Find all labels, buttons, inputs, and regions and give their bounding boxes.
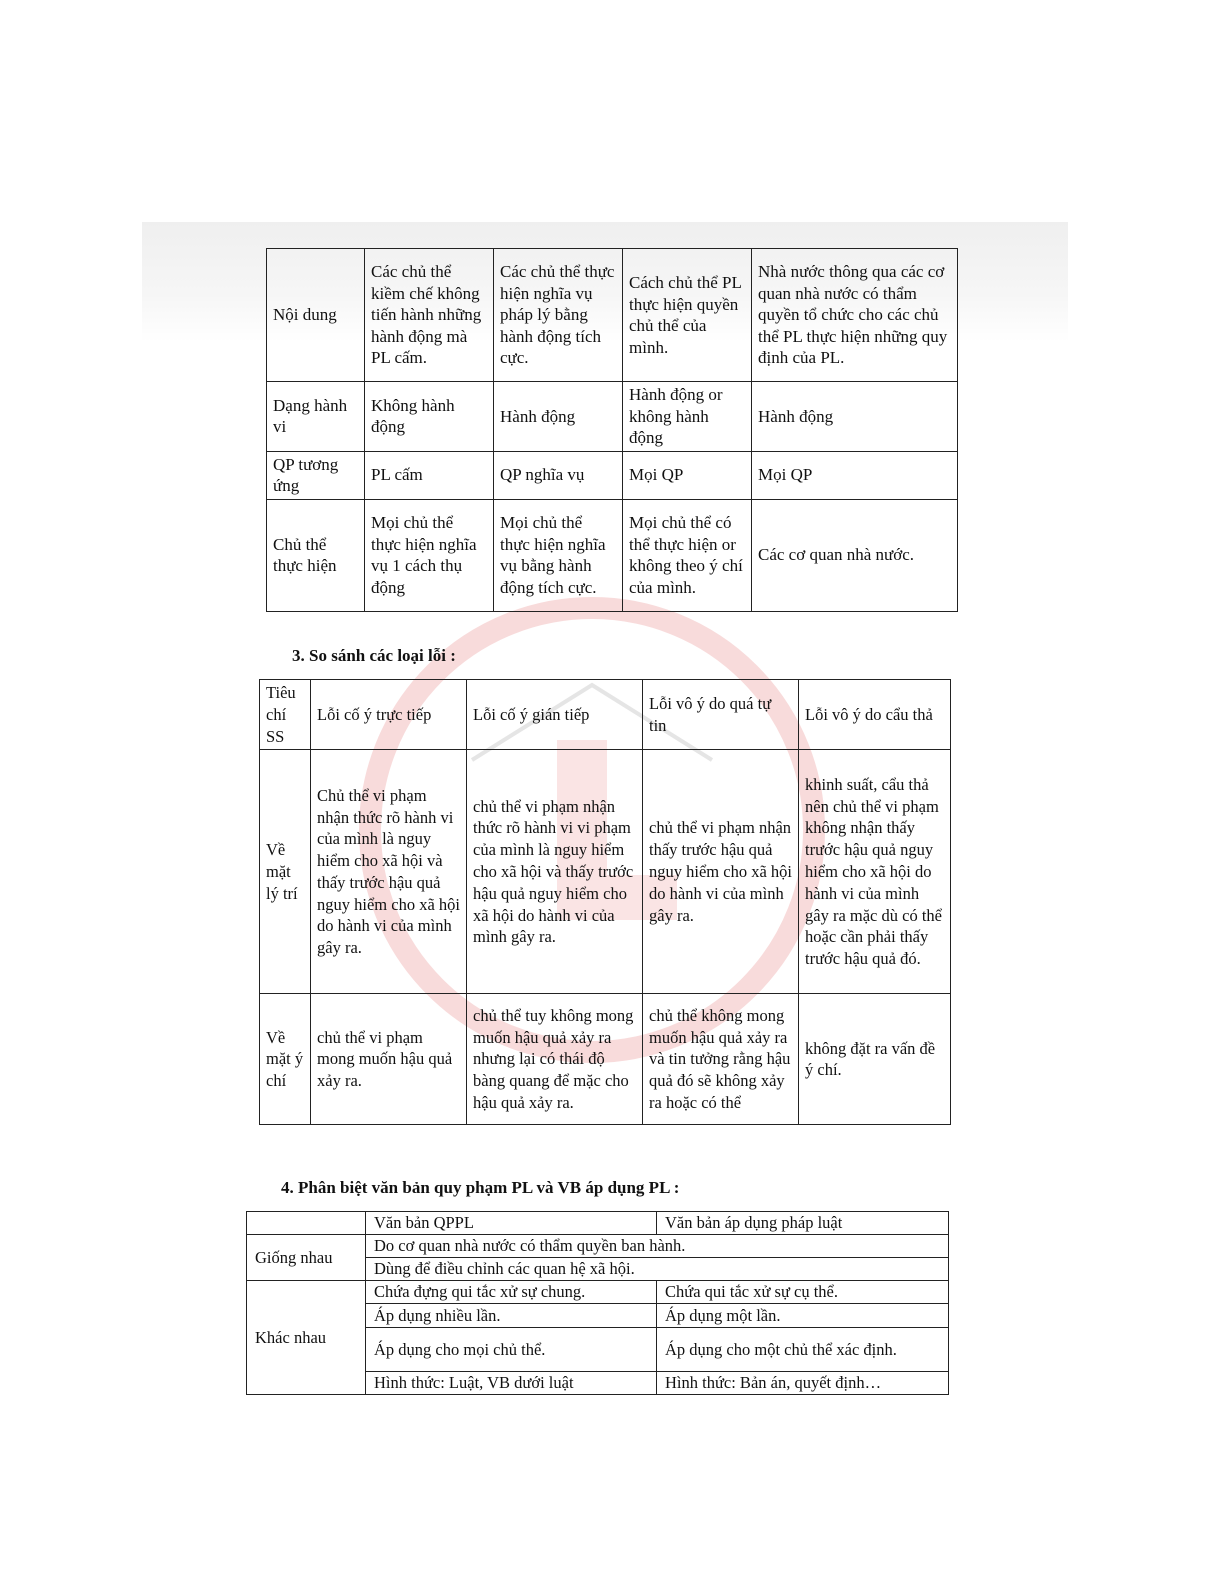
table-cell: Chứa đựng qui tắc xử sự chung. xyxy=(366,1281,657,1304)
table-header-row xyxy=(260,680,951,750)
table-row xyxy=(260,994,951,1125)
table-cell: chủ thể vi phạm mong muốn hậu quả xảy ra. xyxy=(311,994,467,1125)
table-cell: Áp dụng nhiều lần. xyxy=(366,1304,657,1328)
document-distinction-table xyxy=(246,1211,949,1395)
table-row xyxy=(267,451,958,499)
row-label: QP tương ứng xyxy=(267,451,365,499)
row-label: Khác nhau xyxy=(247,1281,366,1395)
table-row xyxy=(267,499,958,611)
table-row xyxy=(260,750,951,994)
section-heading-document-distinction: 4. Phân biệt văn bản quy phạm PL và VB áp dụng PL : xyxy=(281,1178,680,1197)
row-label: Nội dung xyxy=(267,249,365,382)
table-cell: Dùng để điều chỉnh các quan hệ xã hội. xyxy=(366,1258,949,1281)
table-cell: Mọi chủ thể có thể thực hiện or không theo ý chí của mình. xyxy=(623,499,752,611)
table-cell: chủ thể tuy không mong muốn hậu quả xảy ra nhưng lại có thái độ bàng quang để mặc cho hậu quả xảy ra. xyxy=(467,994,643,1125)
table-cell: khinh suất, cẩu thả nên chủ thể vi phạm không nhận thấy trước hậu quả nguy hiểm cho xã hội do hành vi của mình gây ra mặc dù có thể hoặc cần phải thấy trước hậu quả đó. xyxy=(799,750,951,994)
table-cell: Áp dụng cho một chủ thể xác định. xyxy=(657,1328,949,1372)
table-cell: chủ thể vi phạm nhận thức rõ hành vi vi phạm của mình là nguy hiểm cho xã hội và thấy trước hậu quả nguy hiểm cho xã hội do hành vi của mình gây ra. xyxy=(467,750,643,994)
column-header: Lỗi vô ý do quá tự tin xyxy=(643,680,799,750)
table-cell: Mọi QP xyxy=(752,451,958,499)
table-cell: Các chủ thể kiềm chế không tiến hành những hành động mà PL cấm. xyxy=(365,249,494,382)
table-cell: Các chủ thể thực hiện nghĩa vụ pháp lý bằng hành động tích cực. xyxy=(494,249,623,382)
row-label: Chủ thể thực hiện xyxy=(267,499,365,611)
table-row xyxy=(247,1281,949,1304)
row-label: Dạng hành vi xyxy=(267,382,365,452)
table-cell: Hình thức: Bản án, quyết định… xyxy=(657,1372,949,1395)
column-header: Văn bản áp dụng pháp luật xyxy=(657,1212,949,1235)
table-cell: Nhà nước thông qua các cơ quan nhà nước có thẩm quyền tổ chức cho các chủ thể PL thực hiện những quy định của PL. xyxy=(752,249,958,382)
table-cell: Cách chủ thể PL thực hiện quyền chủ thể của mình. xyxy=(623,249,752,382)
column-header: Lỗi vô ý do cẩu thả xyxy=(799,680,951,750)
table-cell: chủ thể vi phạm nhận thấy trước hậu quả nguy hiểm cho xã hội do hành vi của mình gây ra. xyxy=(643,750,799,994)
table-cell: Hình thức: Luật, VB dưới luật xyxy=(366,1372,657,1395)
table-cell: Áp dụng một lần. xyxy=(657,1304,949,1328)
table-header-row xyxy=(247,1212,949,1235)
row-label: Về mặt ý chí xyxy=(260,994,311,1125)
table-cell: PL cấm xyxy=(365,451,494,499)
column-header: Tiêu chí SS xyxy=(260,680,311,750)
fault-comparison-table xyxy=(259,679,951,1125)
row-label: Giống nhau xyxy=(247,1235,366,1281)
table-cell: Không hành động xyxy=(365,382,494,452)
section-heading-fault-comparison: 3. So sánh các loại lỗi : xyxy=(292,646,456,665)
column-header: Lỗi cố ý gián tiếp xyxy=(467,680,643,750)
table-cell: Chứa qui tắc xử sự cụ thể. xyxy=(657,1281,949,1304)
table-cell: Do cơ quan nhà nước có thẩm quyền ban hành. xyxy=(366,1235,949,1258)
table-cell: Chủ thể vi phạm nhận thức rõ hành vi của mình là nguy hiểm cho xã hội và thấy trước hậu quả nguy hiểm cho xã hội do hành vi của mình gây ra. xyxy=(311,750,467,994)
table-cell: chủ thể không mong muốn hậu quả xảy ra và tin tưởng rằng hậu quả đó sẽ không xảy ra hoặc có thể xyxy=(643,994,799,1125)
table-cell: không đặt ra vấn đề ý chí. xyxy=(799,994,951,1125)
table-cell: Mọi chủ thể thực hiện nghĩa vụ bằng hành động tích cực. xyxy=(494,499,623,611)
column-header: Văn bản QPPL xyxy=(366,1212,657,1235)
table-cell: Hành động or không hành động xyxy=(623,382,752,452)
legal-implementation-table xyxy=(266,248,958,612)
table-cell: Mọi QP xyxy=(623,451,752,499)
table-cell: Áp dụng cho mọi chủ thể. xyxy=(366,1328,657,1372)
table-row xyxy=(267,382,958,452)
table-cell: QP nghĩa vụ xyxy=(494,451,623,499)
table-row xyxy=(247,1235,949,1258)
table-cell: Hành động xyxy=(494,382,623,452)
table-cell: Mọi chủ thể thực hiện nghĩa vụ 1 cách thụ động xyxy=(365,499,494,611)
table-cell: Các cơ quan nhà nước. xyxy=(752,499,958,611)
table-cell: Hành động xyxy=(752,382,958,452)
column-header: Lỗi cố ý trực tiếp xyxy=(311,680,467,750)
table-row xyxy=(267,249,958,382)
row-label: Về mặt lý trí xyxy=(260,750,311,994)
empty-header-cell xyxy=(247,1212,366,1235)
